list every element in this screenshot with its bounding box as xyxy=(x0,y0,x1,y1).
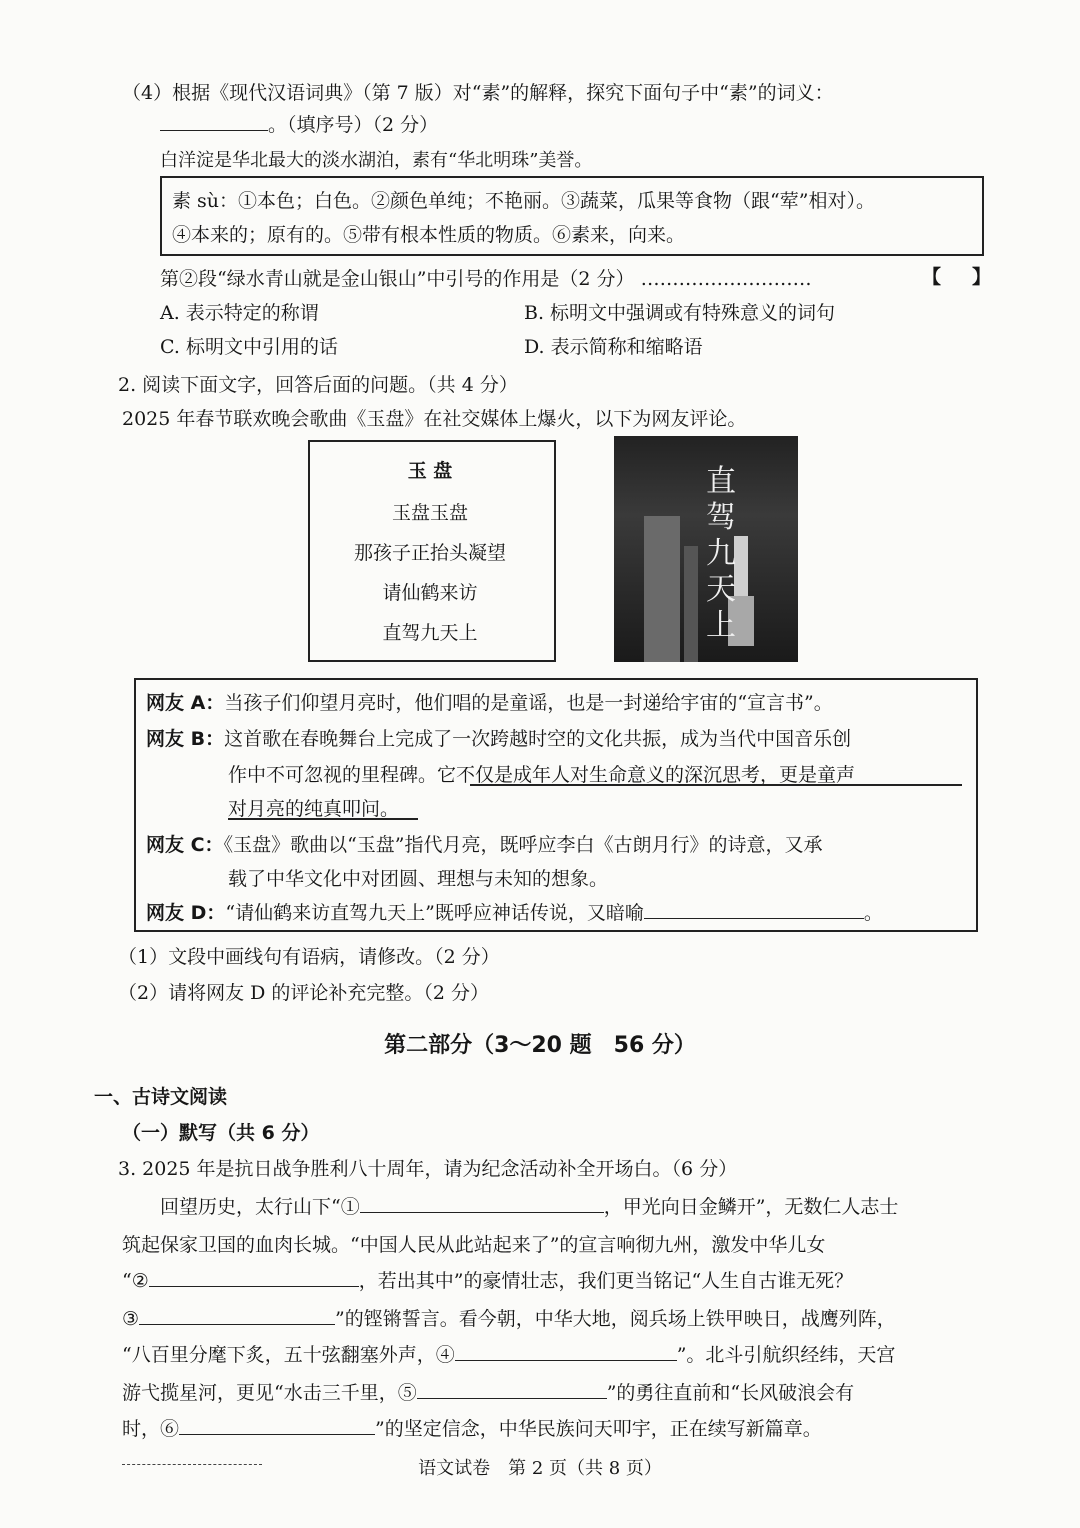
q3-text: “② xyxy=(122,1270,149,1292)
q3-line5 xyxy=(122,1340,895,1367)
q2-sub2: （2）请将网友 D 的评论补充完整。（2 分） xyxy=(118,982,490,1004)
comment-end: 。 xyxy=(863,902,883,924)
lyrics-line: 请仙鹤来访 xyxy=(382,582,478,604)
lyrics-line: 直驾九天上 xyxy=(382,622,478,644)
comment-b xyxy=(146,724,851,751)
q1-sub5-stem: 第②段“绿水青山就是金山银山”中引号的作用是（2 分） ……………………… xyxy=(160,268,812,290)
comment-label: 网友 B： xyxy=(146,728,225,750)
q3-text: ”。北斗引航织经纬，天宫 xyxy=(676,1344,896,1366)
comment-text: “请仙鹤来访直驾九天上”既呼应神话传说，又暗喻 xyxy=(225,902,644,924)
q3-text: “八百里分麾下炙，五十弦翻塞外声，④ xyxy=(122,1344,455,1366)
option-b[interactable]: B. 标明文中强调或有特殊意义的词句 xyxy=(524,302,836,324)
poster-text: 上 xyxy=(706,608,736,643)
section-heading: 一、古诗文阅读 xyxy=(94,1086,228,1108)
launch-tower xyxy=(684,546,698,662)
rocket-poster-image xyxy=(614,436,798,662)
comment-label: 网友 D： xyxy=(146,902,226,924)
poster-text: 驾 xyxy=(706,500,736,535)
comment-text: 当孩子们仰望月亮时，他们唱的是童谣，也是一封递给宇宙的“宣言书”。 xyxy=(224,692,833,714)
q3-text: 游弋揽星河，更见“水击三千里，⑤ xyxy=(122,1382,417,1404)
lyrics-title: 玉 盘 xyxy=(407,460,453,482)
blank-3[interactable] xyxy=(139,1306,335,1325)
answer-bracket-open: 【 xyxy=(922,266,942,288)
underline-mark xyxy=(228,818,418,820)
q3-text: ③ xyxy=(122,1308,140,1330)
q1-sub4-line1: （4）根据《现代汉语词典》（第 7 版）对“素”的解释，探究下面句子中“素”的词义： xyxy=(122,82,834,104)
underline-mark xyxy=(470,784,962,786)
blank-5[interactable] xyxy=(417,1380,607,1399)
q2-stem: 2. 阅读下面文字，回答后面的问题。（共 4 分） xyxy=(118,374,518,396)
part2-title: 第二部分（3～20 题 56 分） xyxy=(384,1033,696,1058)
q3-line7 xyxy=(122,1414,822,1441)
comment-b-line3: 对月亮的纯真叩问。 xyxy=(228,798,400,820)
q2-sub1: （1）文段中画线句有语病，请修改。（2 分） xyxy=(118,946,500,968)
q3-text: ”的坚定信念，中华民族问天叩宇，正在续写新篇章。 xyxy=(375,1418,822,1440)
option-d[interactable]: D. 表示简称和缩略语 xyxy=(524,336,703,358)
q3-stem: 3. 2025 年是抗日战争胜利八十周年，请为纪念活动补全开场白。（6 分） xyxy=(118,1158,738,1180)
subsection-heading: （一）默写（共 6 分） xyxy=(122,1122,320,1144)
comment-label: 网友 C： xyxy=(146,834,224,856)
comment-b-line2: 作中不可忽视的里程碑。它不仅是成年人对生命意义的深沉思考，更是童声 xyxy=(228,764,856,786)
q3-text: 回望历史，太行山下“① xyxy=(160,1196,360,1218)
q3-line3 xyxy=(122,1266,853,1293)
poster-text: 直 xyxy=(706,464,736,499)
q3-text: ，甲光向日金鳞开”，无数仁人志士 xyxy=(603,1196,899,1218)
comment-text: 《玉盘》歌曲以“玉盘”指代月亮，既呼应李白《古朗月行》的诗意，又承 xyxy=(223,834,823,856)
q2-intro: 2025 年春节联欢晚会歌曲《玉盘》在社交媒体上爆火，以下为网友评论。 xyxy=(122,408,747,430)
answer-blank[interactable] xyxy=(644,900,864,919)
q1-sub4-line2 xyxy=(160,110,438,137)
comment-text: 这首歌在春晚舞台上完成了一次跨越时空的文化共振，成为当代中国音乐创 xyxy=(224,728,852,750)
answer-blank[interactable] xyxy=(160,112,268,131)
blank-4[interactable] xyxy=(455,1342,677,1361)
comment-c xyxy=(146,830,823,857)
dictionary-line-2: ④本来的；原有的。⑤带有根本性质的物质。⑥素来，向来。 xyxy=(172,224,686,246)
blank-1[interactable] xyxy=(360,1194,604,1213)
comment-c-line2: 载了中华文化中对团圆、理想与未知的想象。 xyxy=(228,868,609,890)
lyrics-line: 那孩子正抬头凝望 xyxy=(353,542,506,564)
blank-2[interactable] xyxy=(149,1268,359,1287)
q3-text: 时，⑥ xyxy=(122,1418,180,1440)
q3-line4 xyxy=(122,1304,896,1331)
option-c[interactable]: C. 标明文中引用的话 xyxy=(160,336,338,358)
q3-line1 xyxy=(160,1192,898,1219)
q3-line6 xyxy=(122,1378,854,1405)
poster-text: 天 xyxy=(706,572,736,607)
blank-6[interactable] xyxy=(179,1416,375,1435)
q3-text: ”的勇往直前和“长风破浪会有 xyxy=(606,1382,855,1404)
option-a[interactable]: A. 表示特定的称谓 xyxy=(160,302,319,324)
page-footer: 语文试卷 第 2 页（共 8 页） xyxy=(418,1458,662,1479)
q3-line2: 筑起保家卫国的血肉长城。“中国人民从此站起来了”的宣言响彻九州，激发中华儿女 xyxy=(122,1234,826,1256)
q3-text: ，若出其中”的豪情壮志，我们更当铭记“人生自古谁无死？ xyxy=(358,1270,854,1292)
launch-tower xyxy=(644,516,680,662)
comment-a xyxy=(146,688,833,715)
comment-label: 网友 A： xyxy=(146,692,225,714)
comment-d xyxy=(146,898,883,925)
q3-text: ”的铿锵誓言。看今朝，中华大地，阅兵场上铁甲映日，战鹰列阵， xyxy=(335,1308,896,1330)
dictionary-line-1: 素 sù：①本色；白色。②颜色单纯；不艳丽。③蔬菜，瓜果等食物（跟“荤”相对）。 xyxy=(172,190,875,212)
q1-sub4-suffix: 。（填序号）（2 分） xyxy=(268,114,439,136)
poster-text: 九 xyxy=(706,536,736,571)
answer-bracket-close: 】 xyxy=(972,266,992,288)
example-sentence: 白洋淀是华北最大的淡水湖泊，素有“华北明珠”美誉。 xyxy=(160,150,593,171)
lyrics-line: 玉盘玉盘 xyxy=(391,502,468,524)
